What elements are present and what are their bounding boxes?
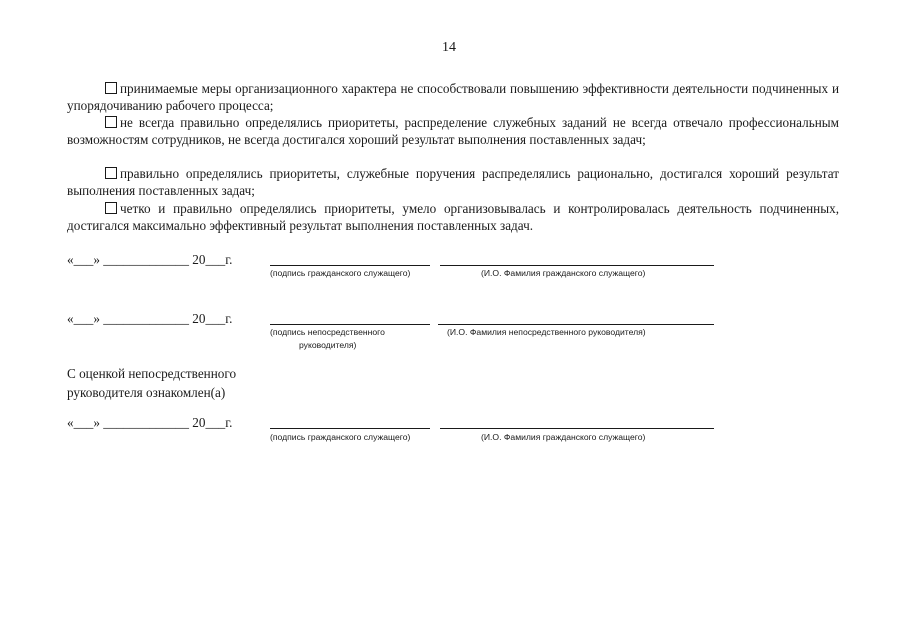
signature-caption-2b: руководителя) bbox=[299, 340, 357, 350]
name-caption-3: (И.О. Фамилия гражданского служащего) bbox=[481, 432, 646, 442]
name-line-1[interactable] bbox=[440, 265, 714, 266]
acknowledgement-line-1: С оценкой непосредственного bbox=[67, 366, 237, 381]
signature-caption-1: (подпись гражданского служащего) bbox=[270, 268, 411, 278]
page-number: 14 bbox=[442, 40, 456, 55]
signature-line-3[interactable] bbox=[270, 428, 430, 429]
acknowledgement-line-2: руководителя ознакомлен(а) bbox=[67, 385, 226, 400]
option-2-text: не всегда правильно определялись приоритеты, распределение служебных заданий не всегда отвечало профессиональным возможностям сотрудников, не всегда достигался хороший результат выполнения поставленных задач; bbox=[67, 115, 839, 147]
option-4-text: четко и правильно определялись приоритеты, умело организовывалась и контролировалась деятельность подчиненных, достигался максимально эффективный результат выполнения поставленных задач. bbox=[67, 201, 839, 233]
option-1-text: принимаемые меры организационного характера не способствовали повышению эффективности деятельности подчиненных и упорядочиванию рабочего процесса; bbox=[67, 81, 839, 113]
name-caption-1: (И.О. Фамилия гражданского служащего) bbox=[481, 268, 646, 278]
acknowledgement bbox=[67, 364, 236, 402]
signature-line-1[interactable] bbox=[270, 265, 430, 266]
option-2 bbox=[67, 114, 839, 148]
name-line-3[interactable] bbox=[440, 428, 714, 429]
option-3 bbox=[67, 165, 839, 199]
name-caption-2: (И.О. Фамилия непосредственного руководителя) bbox=[447, 327, 646, 337]
option-4 bbox=[67, 200, 839, 234]
option-3-text: правильно определялись приоритеты, служебные поручения распределялись рационально, достигался хороший результат выполнения поставленных задач; bbox=[67, 166, 839, 198]
option-1 bbox=[67, 80, 839, 114]
signature-caption-2a: (подпись непосредственного bbox=[270, 327, 385, 337]
signature-caption-3: (подпись гражданского служащего) bbox=[270, 432, 411, 442]
checkbox-2[interactable] bbox=[105, 116, 117, 128]
signature-date-1[interactable]: «___» _____________ 20___г. bbox=[67, 252, 233, 267]
signature-date-2[interactable]: «___» _____________ 20___г. bbox=[67, 311, 233, 326]
signature-date-3[interactable]: «___» _____________ 20___г. bbox=[67, 415, 233, 430]
signature-line-2[interactable] bbox=[270, 324, 430, 325]
name-line-2[interactable] bbox=[438, 324, 714, 325]
checkbox-3[interactable] bbox=[105, 167, 117, 179]
checkbox-1[interactable] bbox=[105, 82, 117, 94]
checkbox-4[interactable] bbox=[105, 202, 117, 214]
